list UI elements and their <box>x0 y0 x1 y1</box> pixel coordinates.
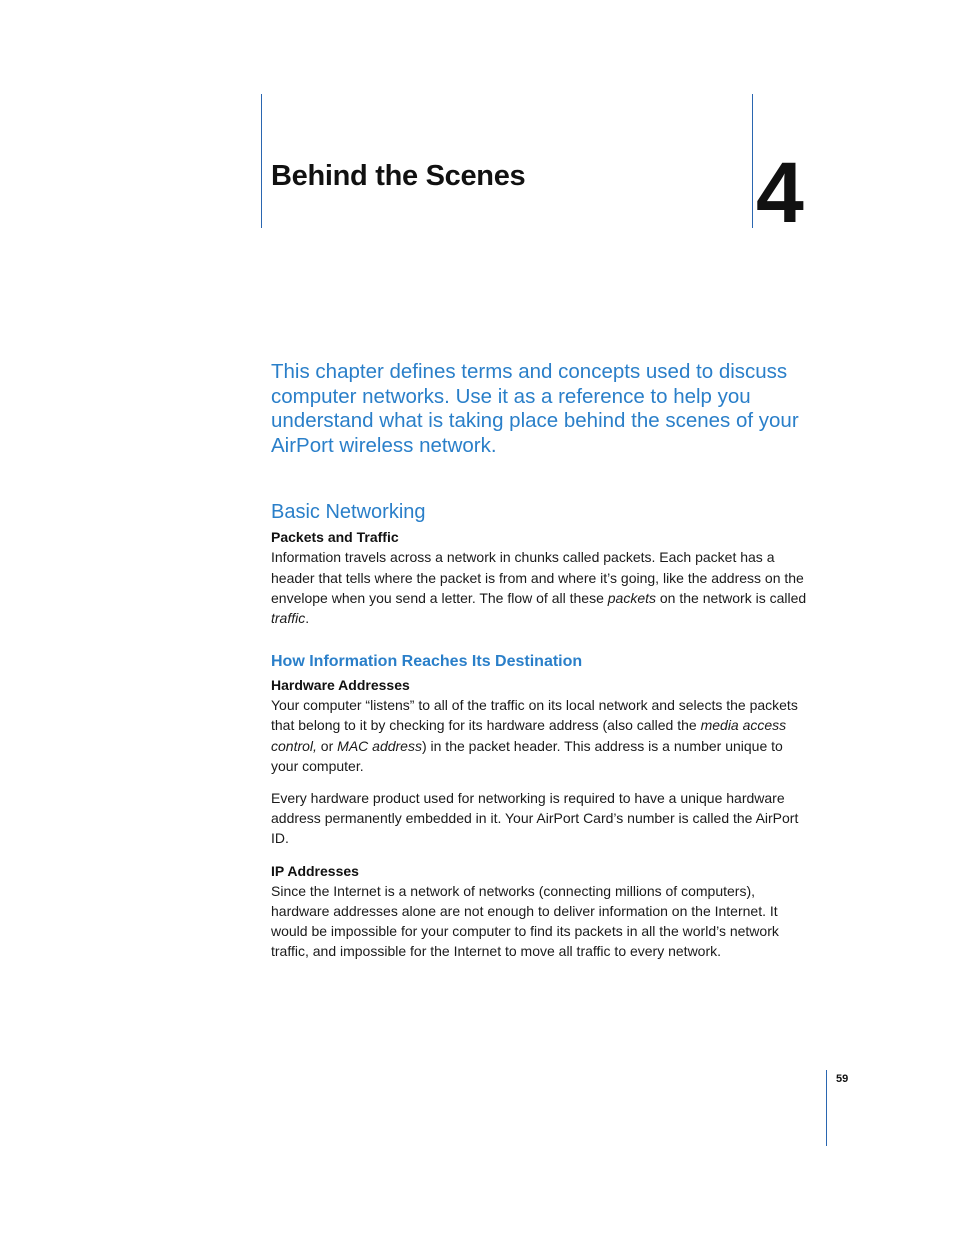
chapter-number: 4 <box>756 145 804 241</box>
section-heading-destination: How Information Reaches Its Destination <box>271 653 583 671</box>
paragraph-hardware-1 <box>271 695 811 776</box>
subheading-packets-and-traffic: Packets and Traffic <box>271 529 399 546</box>
page-number: 59 <box>836 1073 849 1085</box>
folio-rule <box>826 1070 827 1146</box>
chapter-intro: This chapter defines terms and concepts used to discuss computer networks. Use it as a reference to help you understand what is taking place behind the scenes of your AirPort wireless network. <box>271 360 799 457</box>
paragraph-text: Information travels across a network in chunks called packets. Each packet has a header that tells where the packet is from and where it’s going, like the address on the envelope when you send a letter. The flow of all these <box>271 549 804 606</box>
term-mac-address: MAC address <box>337 737 422 754</box>
chapter-rule-right <box>752 94 753 228</box>
chapter-rule-left <box>261 94 262 228</box>
paragraph-packets <box>271 547 811 628</box>
chapter-title: Behind the Scenes <box>271 160 526 192</box>
term-media-access-control: media access control, <box>271 717 787 754</box>
term-packets: packets <box>607 589 656 606</box>
subheading-ip-addresses: IP Addresses <box>271 862 359 879</box>
paragraph-text: . <box>305 609 310 626</box>
section-heading-basic-networking: Basic Networking <box>271 501 426 524</box>
paragraph-text: Your computer “listens” to all of the traffic on its local network and selects the packets that belong to it by checking for its hardware address (also called the <box>271 697 798 734</box>
paragraph-text: on the network is called <box>656 589 807 606</box>
paragraph-text: or <box>316 737 338 754</box>
term-traffic: traffic <box>271 609 306 626</box>
paragraph-ip: Since the Internet is a network of networks (connecting millions of computers), hardware addresses alone are not enough to deliver information on the Internet. It would be impossible for your computer to find its packets in all the world’s network traffic, and impossible for the Internet to move all traffic to every network. <box>271 882 779 960</box>
paragraph-hardware-2: Every hardware product used for networking is required to have a unique hardware address permanently embedded in it. Your AirPort Card’s number is called the AirPort ID. <box>271 790 799 847</box>
paragraph-text: ) in the packet header. This address is a number unique to your computer. <box>271 737 783 774</box>
chapter-content <box>271 360 811 961</box>
subheading-hardware-addresses: Hardware Addresses <box>271 677 410 694</box>
